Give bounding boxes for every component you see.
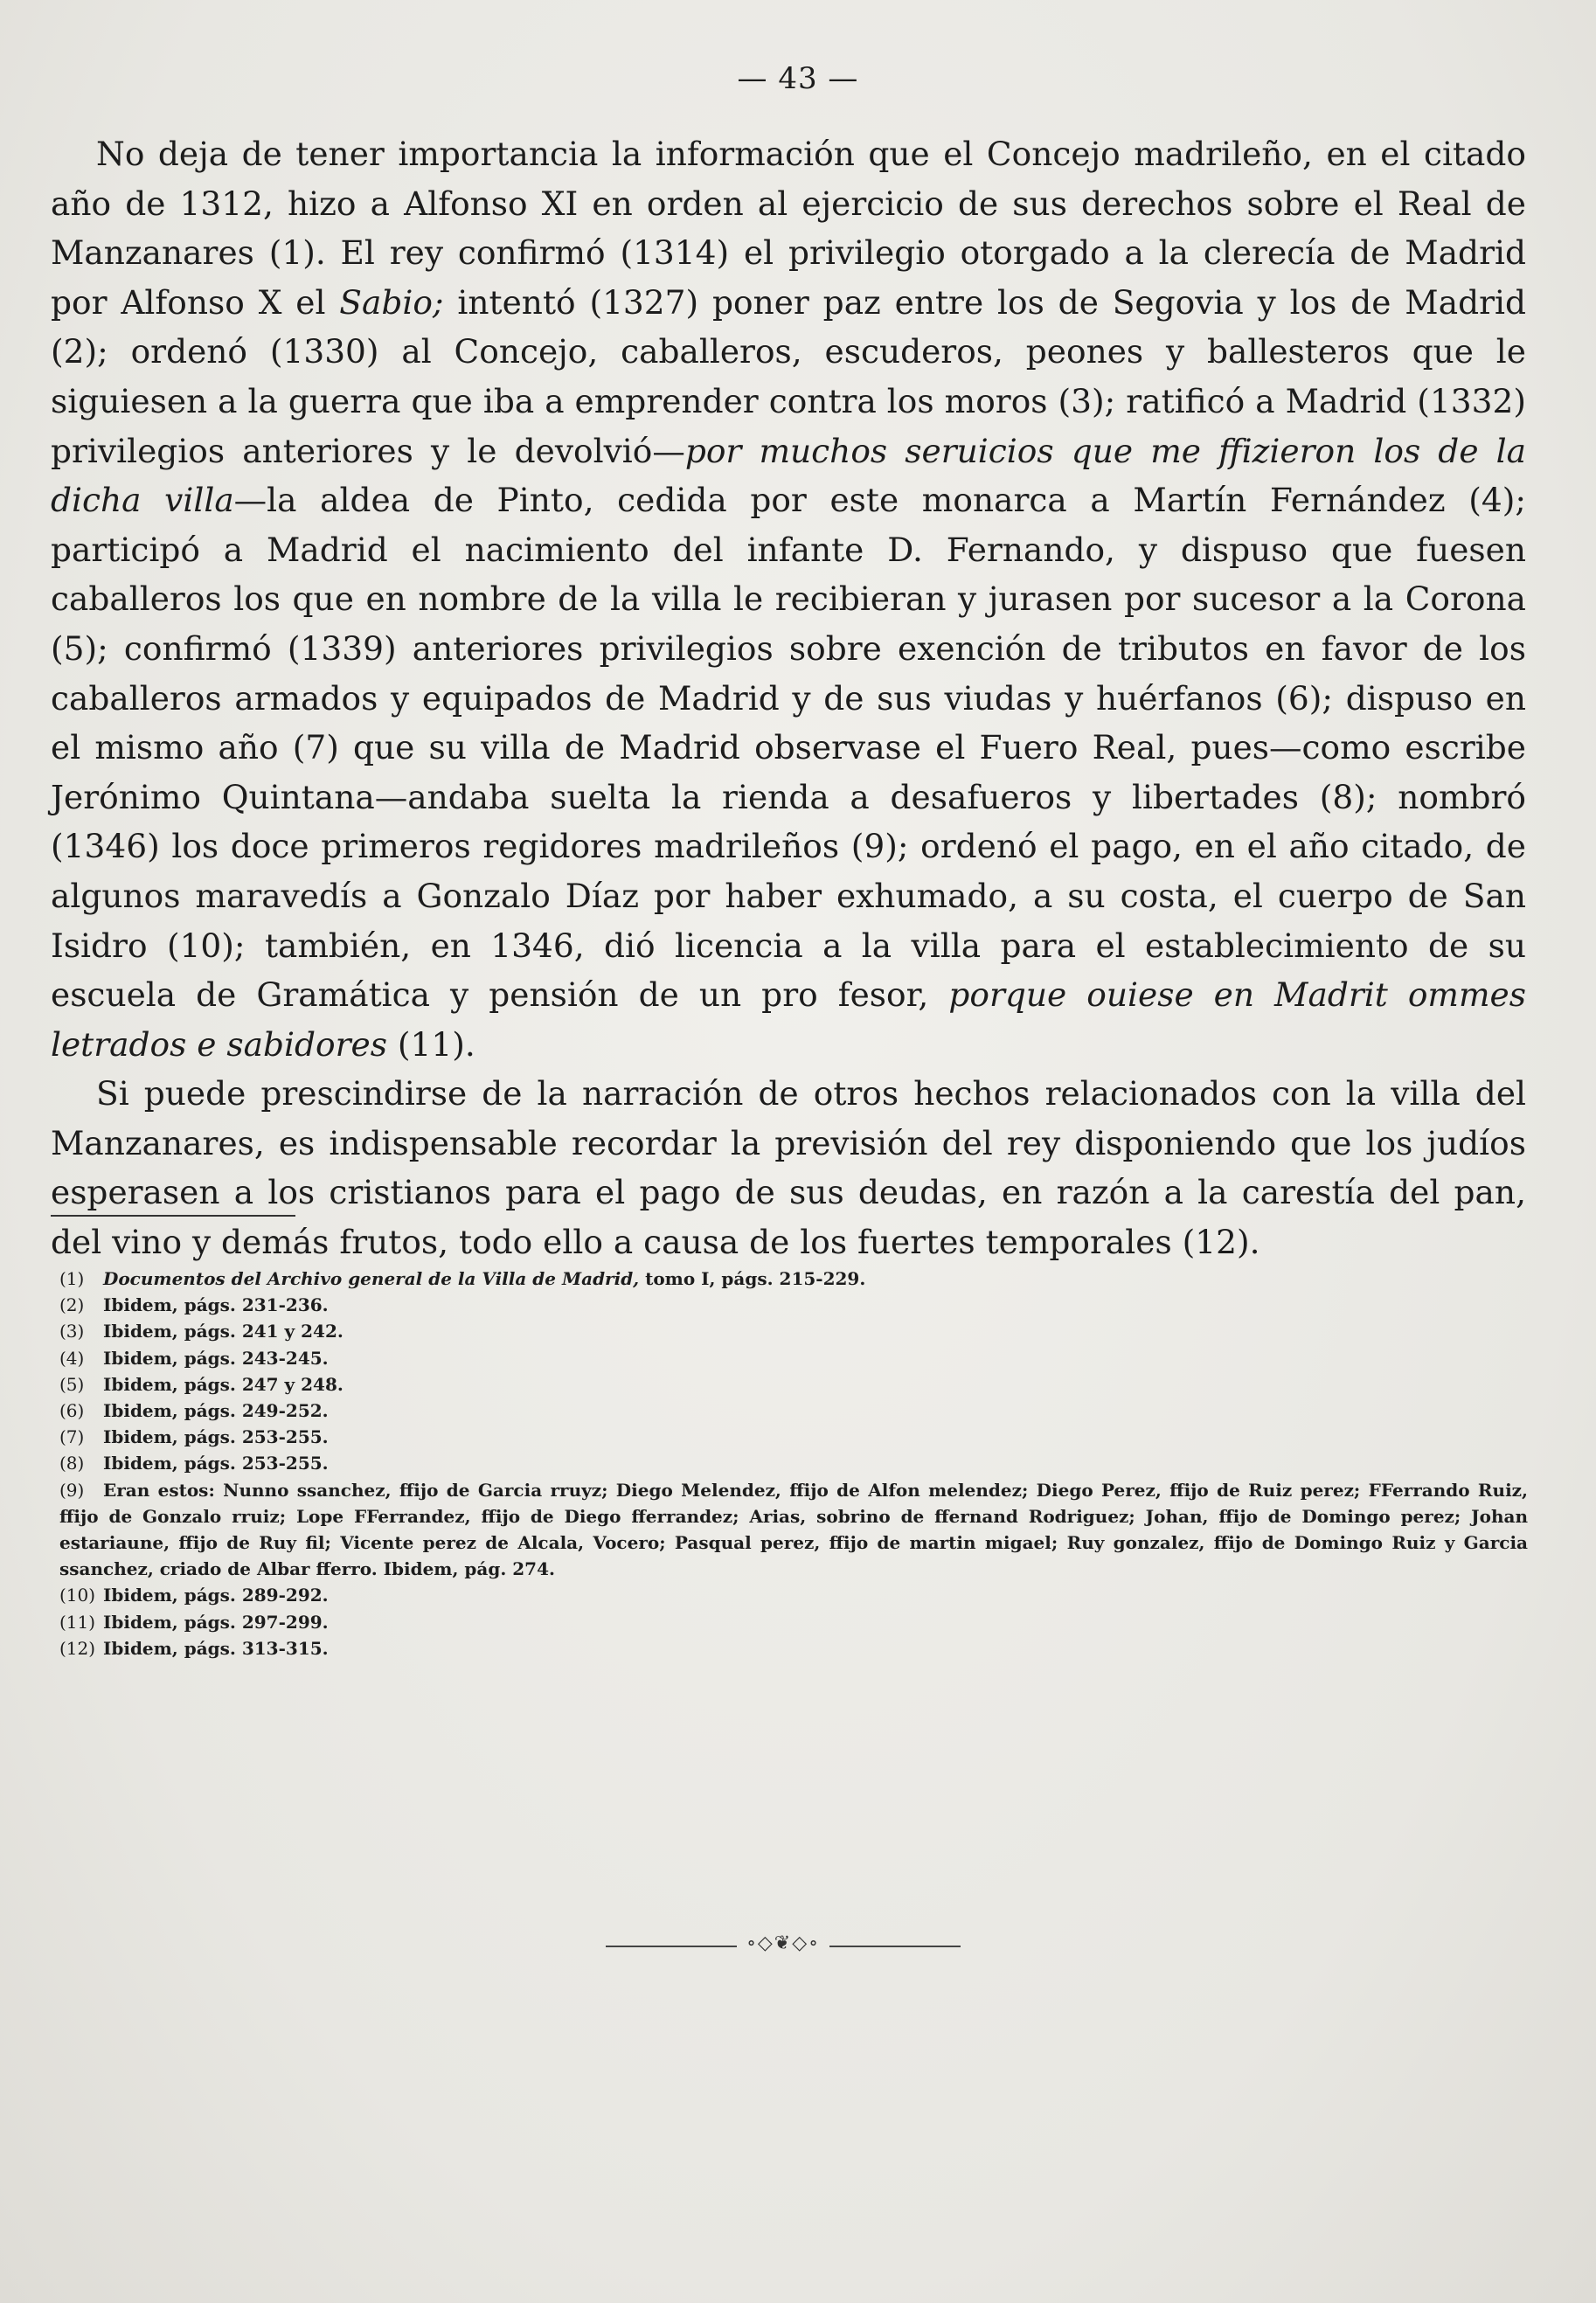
text-segment-italic: por muchos seruicios que me ffizieron los de la dicha villa: [51, 431, 1526, 520]
footnote-8: [59, 1450, 1528, 1476]
paragraph-1: [51, 129, 1526, 1069]
footnotes: [59, 1266, 1528, 1661]
footnote-text: Ibidem, págs. 243-245.: [103, 1347, 329, 1369]
footnote-12: [59, 1635, 1528, 1661]
text-segment-italic: Sabio;: [339, 282, 444, 322]
text-segment: Si puede prescindirse de la narración de otros hechos relacionados con la villa del Manzanares, es indispensable recordar la previsión del rey disponiendo que los judíos esperasen a los cristianos para el pago de sus deudas, en razón a la carestía del pan, del vino y demás frutos, todo ello a causa de los fuertes temporales (12).: [51, 1074, 1526, 1262]
footnote-5: [59, 1371, 1528, 1398]
footnote-7: [59, 1424, 1528, 1450]
ornament-line-right: [829, 1946, 961, 1947]
footnote-text: Eran estos: Nunno ssanchez, ffijo de Garcia rruyz; Diego Melendez, ffijo de Alfon melendez; Diego Perez, ffijo de Ruiz perez; FFerrando Ruiz, ffijo de Gonzalo rruiz; Lope FFerrandez, ffijo de Diego fferrandez; Arias, sobrino de ffernand Rodriguez; Johan, ffijo de Domingo perez; Johan estariaune, ffijo de Ruy fil; Vicente perez de Alcala, Vocero; Pasqual perez, ffijo de martin migael; Ruy gonzalez, ffijo de Domingo Ruiz y Garcia ssanchez, criado de Albar fferro. Ibidem, pág. 274.: [59, 1479, 1528, 1580]
end-ornament: [606, 1932, 961, 1955]
footnote-number: (12): [59, 1637, 96, 1659]
footnote-text: Ibidem, págs. 313-315.: [103, 1637, 329, 1659]
paragraph-2: [51, 1069, 1526, 1266]
footnote-text: Ibidem, págs. 253-255.: [103, 1453, 329, 1474]
footnote-1: [59, 1266, 1528, 1292]
footnote-number: (8): [59, 1453, 85, 1474]
footnote-6: [59, 1398, 1528, 1424]
text-segment: —la aldea de Pinto, cedida por este monarca a Martín Fernández (4); participó a Madrid el nacimiento del infante D. Fernando, y dispuso que fuesen caballeros los que en nombre de la villa le recibieran y jurasen por sucesor a la Corona (5); confirmó (1339) anteriores privilegios sobre exención de tributos en favor de los caballeros armados y equipados de Madrid y de sus viudas y huérfanos (6); dispuso en el mismo año (7) que su villa de Madrid observase el Fuero Real, pues—como escribe Jerónimo Quintana—andaba suelta la rienda a desafueros y libertades (8); nombró (1346) los doce primeros regidores madrileños (9); ordenó el pago, en el año citado, de algunos maravedís a Gonzalo Díaz por haber exhumado, a su costa, el cuerpo de San Isidro (10); también, en 1346, dió licencia a la villa para el establecimiento de su escuela de Gramática y pensión de un pro fesor,: [51, 481, 1526, 1015]
footnote-text: Ibidem, págs. 231-236.: [103, 1294, 329, 1316]
footnote-text: Ibidem, págs. 297-299.: [103, 1611, 329, 1633]
footnote-text-italic: Documentos del Archivo general de la Villa de Madrid,: [103, 1268, 640, 1289]
page-number: — 43 —: [737, 61, 859, 96]
footnote-11: [59, 1609, 1528, 1635]
fleuron-icon: ∘◇❦◇∘: [746, 1932, 820, 1954]
footnote-number: (11): [59, 1611, 96, 1633]
footnote-number: (3): [59, 1321, 85, 1342]
text-segment: No deja de tener importancia la información que el Concejo madrileño, en el citado año de 1312, hizo a Alfonso XI en orden al ejercicio de sus derechos sobre el Real de Manzanares (1). El rey confirmó (1314) el privilegio otorgado a la clerecía de Madrid por Alfonso X el: [51, 135, 1526, 322]
footnote-number: (2): [59, 1294, 85, 1316]
footnote-4: [59, 1345, 1528, 1371]
footnote-text: Ibidem, págs. 253-255.: [103, 1426, 329, 1448]
footnote-10: [59, 1582, 1528, 1608]
text-segment: intentó (1327) poner paz entre los de Segovia y los de Madrid (2); ordenó (1330) al Concejo, caballeros, escuderos, peones y ballesteros que le siguiesen a la guerra que iba a emprender contra los moros (3); ratificó a Madrid (1332) privilegios anteriores y le devolvió—: [51, 282, 1526, 470]
footnote-number: (5): [59, 1373, 85, 1395]
footnote-number: (1): [59, 1268, 85, 1289]
footnote-text: Ibidem, págs. 289-292.: [103, 1585, 329, 1606]
footnote-2: [59, 1292, 1528, 1318]
ornament-line-left: [606, 1946, 737, 1947]
footnote-3: [59, 1318, 1528, 1344]
footnote-number: (9): [59, 1479, 85, 1501]
text-segment: (11).: [386, 1024, 475, 1064]
footnote-number: (7): [59, 1426, 85, 1448]
text-segment-italic: porque ouiese en Madrit ommes letrados e sabidores: [51, 975, 1526, 1064]
body-text: [51, 129, 1526, 1267]
footnote-number: (6): [59, 1400, 85, 1422]
footnote-text: tomo I, págs. 215-229.: [639, 1268, 866, 1289]
footnote-text: Ibidem, págs. 249-252.: [103, 1400, 329, 1422]
footnote-number: (10): [59, 1585, 96, 1606]
footnote-9: [59, 1477, 1528, 1583]
footnote-text: Ibidem, págs. 241 y 242.: [103, 1321, 343, 1342]
footnote-divider: [51, 1215, 295, 1217]
footnote-number: (4): [59, 1347, 85, 1369]
footnote-text: Ibidem, págs. 247 y 248.: [103, 1373, 343, 1395]
